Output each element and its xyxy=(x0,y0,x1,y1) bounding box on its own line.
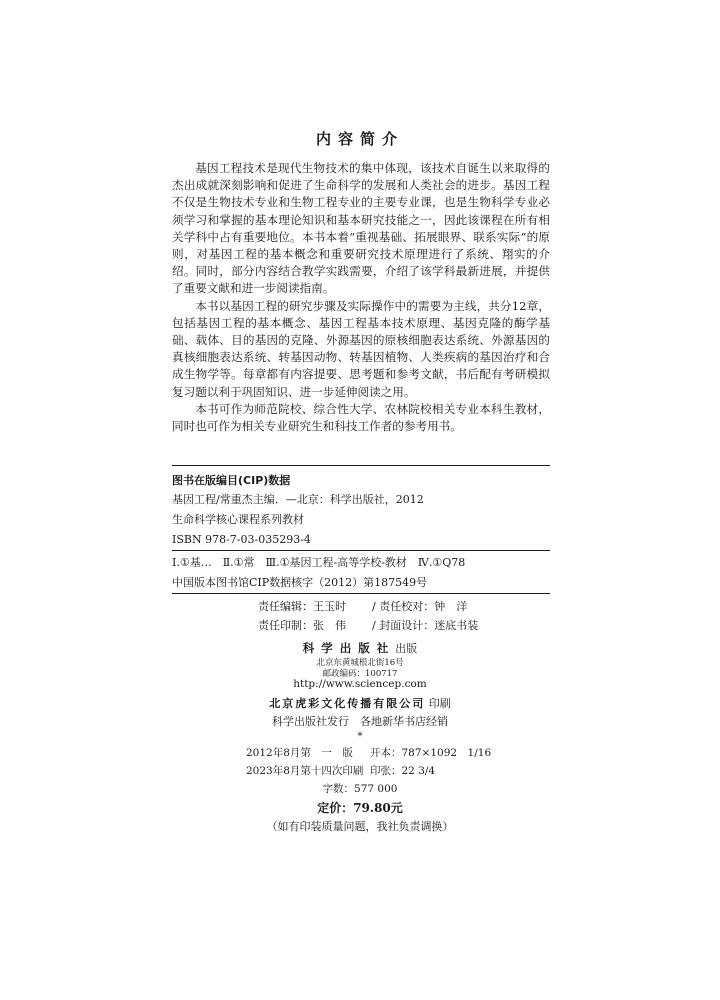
publisher-line xyxy=(0,640,720,656)
proofreader-credit: / 责任校对：钟 洋 xyxy=(372,600,468,613)
credit-row-editors xyxy=(172,598,550,617)
price: 定价：79.80元 xyxy=(317,801,403,815)
cip-heading: 图书在版编目(CIP)数据 xyxy=(172,474,291,487)
format-info: 开本：787×1092 1/16 xyxy=(370,747,492,759)
cip-block xyxy=(172,465,550,594)
cip-bottom-rule xyxy=(172,593,550,594)
publisher-suffix: 出版 xyxy=(395,642,418,655)
separator-star: * xyxy=(357,731,363,742)
intro-paragraph: 基因工程技术是现代生物技术的集中体现，该技术自诞生以来取得的杰出成就深刻影响和促进了生命科学的发展和人类社会的进步。基因工程不仅是生物技术专业和生物工程专业的主要专业课，也是生物科学专业必须学习和掌握的基本理论知识和基本研究技能之一，因此该课程在所有相关学科中占有重要地位。本书本着“重视基础、拓展眼界、联系实际”的原则，对基因工程的基本概念和重要研究技术原理进行了系统、翔实的介绍。同时，部分内容结合教学实践需要，介绍了该学科最新进展，并提供了重要文献和进一步阅读指南。 xyxy=(172,161,550,296)
cover-design-credit: / 封面设计：迷底书装 xyxy=(372,619,479,632)
publisher-name: 科学出版社 xyxy=(302,641,396,655)
sheets-info: 印张：22 3/4 xyxy=(370,765,436,777)
cip-record: 基因工程/常重杰主编．—北京：科学出版社，2012 xyxy=(172,493,424,506)
quality-note: （如有印装质量问题，我社负责调换） xyxy=(266,820,454,833)
intro-title: 内容简介 xyxy=(315,130,404,148)
cip-middle-rule xyxy=(172,550,550,551)
intro-paragraph: 本书以基因工程的研究步骤及实际操作中的需要为主线，共分12章，包括基因工程的基本概念、基因工程基本技术原理、基因克隆的酶学基础、载体、目的基因的克隆、外源基因的原核细胞表达系统、外源基因的真核细胞表达系统、转基因动物、转基因植物、人类疾病的基因治疗和合成生物学等。每章都有内容提要、思考题和参考文献，书后配有考研模拟复习题以利于巩固知识、进一步延伸阅读之用。 xyxy=(172,298,550,399)
credit-row-production xyxy=(172,617,550,636)
cip-top-rule xyxy=(172,465,550,466)
cip-number: 中国版本图书馆CIP数据核字（2012）第187549号 xyxy=(172,576,428,589)
intro-paragraph: 本书可作为师范院校、综合性大学、农林院校相关专业本科生教材，同时也可作为相关专业研究生和科技工作者的参考用书。 xyxy=(172,401,550,434)
publisher-postcode: 邮政编码：100717 xyxy=(322,669,398,679)
credits-block xyxy=(172,598,550,636)
cip-classification: Ⅰ.①基… Ⅱ.①常 Ⅲ.①基因工程-高等学校-教材 Ⅳ.①Q78 xyxy=(172,556,466,569)
cip-series: 生命科学核心课程系列教材 xyxy=(172,513,304,526)
printing-info: 2023年8月第十四次印刷 xyxy=(246,765,364,777)
printer-suffix: 印刷 xyxy=(428,697,451,710)
printer-name: 北京虎彩文化传播有限公司 xyxy=(269,697,426,710)
intro-body xyxy=(172,160,550,435)
cip-isbn: ISBN 978-7-03-035293-4 xyxy=(172,533,311,546)
word-count: 字数：577 000 xyxy=(322,783,398,795)
printer-line xyxy=(0,695,720,711)
print-supervisor-credit: 责任印制：张 伟 xyxy=(258,619,346,632)
editor-credit: 责任编辑：王玉时 xyxy=(258,600,346,613)
edition-info: 2012年8月第 一 版 xyxy=(246,747,353,759)
publisher-website: http://www.sciencep.com xyxy=(293,678,427,690)
distribution-line: 科学出版社发行 各地新华书店经销 xyxy=(272,715,448,728)
publisher-address: 北京东黄城根北街16号 xyxy=(316,658,404,668)
